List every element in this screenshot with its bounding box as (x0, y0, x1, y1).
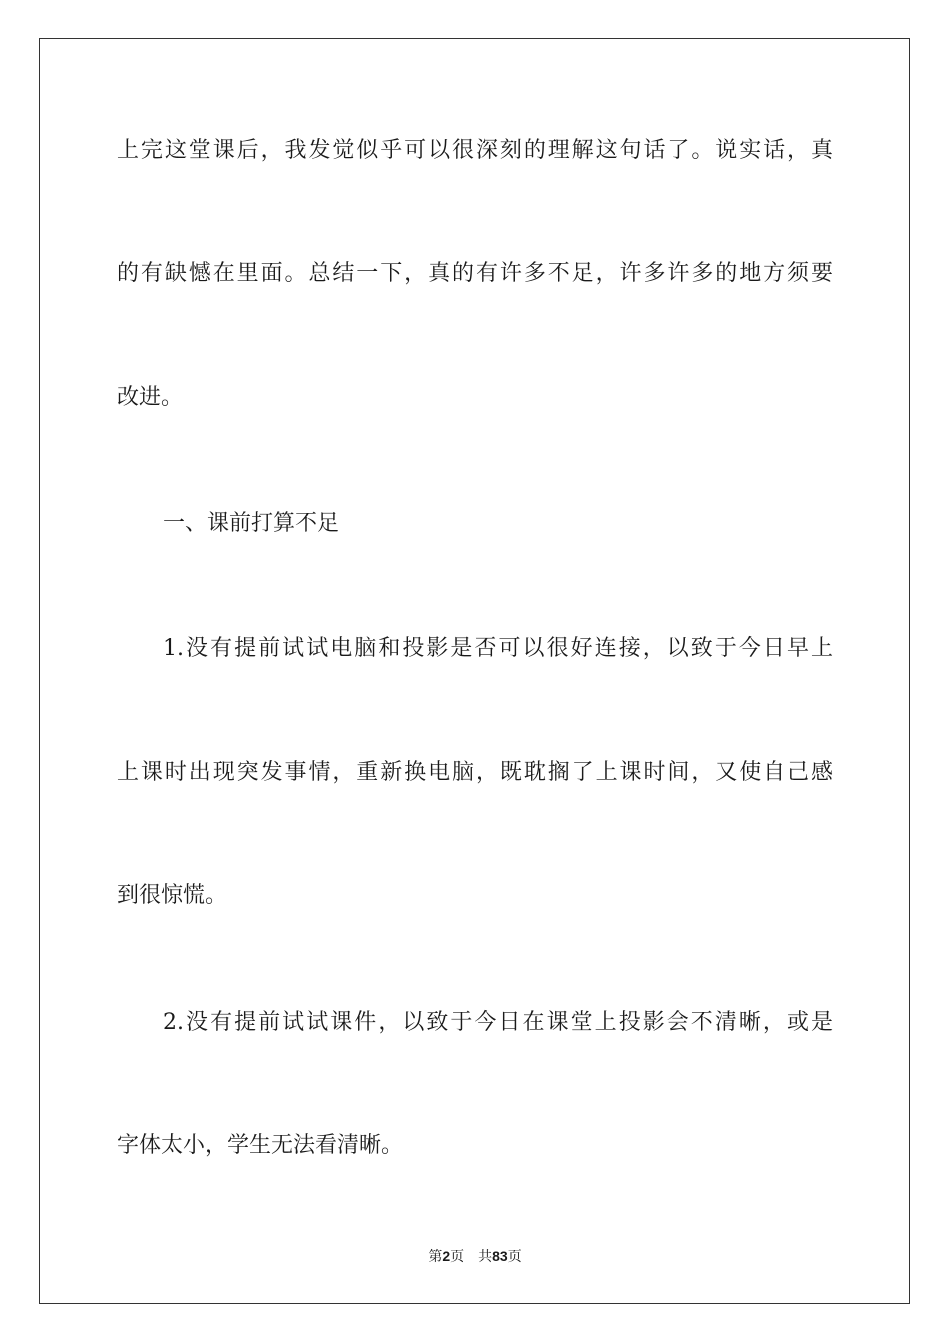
footer-total-prefix: 共 (478, 1249, 493, 1265)
footer-page-number: 2 (442, 1248, 451, 1264)
footer-page-prefix: 第 (428, 1249, 443, 1265)
page-footer (0, 1246, 950, 1267)
body-line-8: 2.没有提前试试课件，以致于今日在课堂上投影会不清晰，或是 (163, 1010, 833, 1035)
footer-total-pages: 83 (492, 1248, 508, 1264)
body-line-1: 上完这堂课后，我发觉似乎可以很深刻的理解这句话了。说实话，真 (117, 138, 833, 163)
body-line-2: 的有缺憾在里面。总结一下，真的有许多不足，许多许多的地方须要 (117, 261, 833, 286)
body-line-7: 到很惊慌。 (117, 883, 228, 908)
footer-total-suffix: 页 (507, 1249, 522, 1265)
body-line-3: 改进。 (117, 385, 184, 410)
body-line-6: 上课时出现突发事情，重新换电脑，既耽搁了上课时间，又使自己感 (117, 760, 833, 785)
page-border (39, 38, 910, 1304)
section-heading: 一、课前打算不足 (163, 511, 340, 536)
body-line-5: 1.没有提前试试电脑和投影是否可以很好连接，以致于今日早上 (163, 636, 833, 661)
footer-page-suffix: 页 (450, 1249, 465, 1265)
body-line-9: 字体太小，学生无法看清晰。 (117, 1133, 404, 1158)
